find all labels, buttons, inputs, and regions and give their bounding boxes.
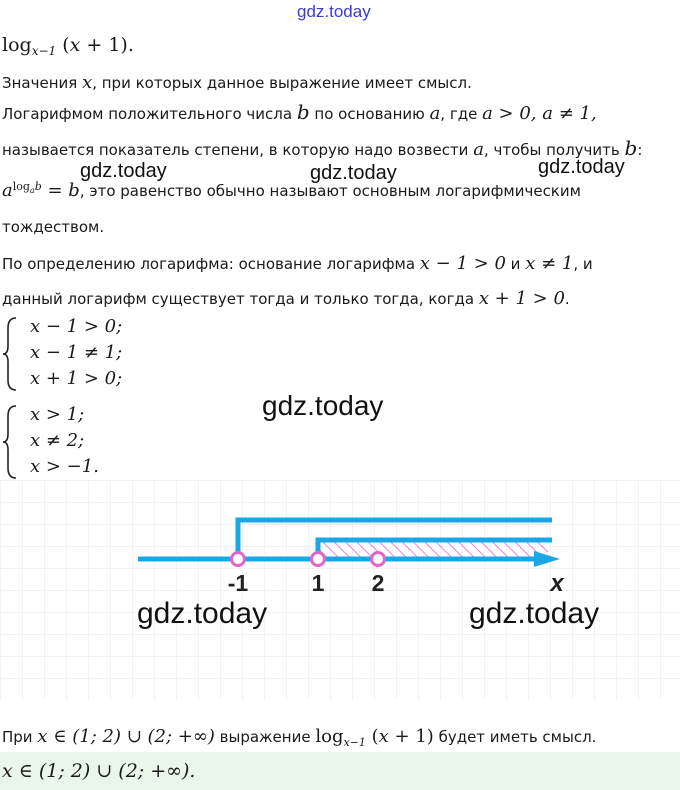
- definition-line-1: Логарифмом положительного числа b по основанию a, где a > 0, a ≠ 1,: [2, 100, 597, 124]
- answer-box: [0, 752, 680, 790]
- condition-line-1: По определению логарифма: основание логарифма x − 1 > 0 и x ≠ 1, и: [2, 253, 593, 274]
- label-minus1: -1: [227, 570, 249, 596]
- watermark-6: gdz.today: [469, 597, 600, 630]
- system-1-line-1: x − 1 > 0;: [30, 316, 123, 337]
- label-2: 2: [371, 570, 385, 596]
- system-1-line-2: x − 1 ≠ 1;: [30, 342, 123, 363]
- number-line-svg: [0, 480, 680, 700]
- point-minus1: [232, 553, 245, 566]
- answer-text: x ∈ (1; 2) ∪ (2; +∞).: [2, 760, 196, 782]
- intro-text: Значения x, при которых данное выражение имеет смысл.: [2, 72, 472, 93]
- watermark-3: gdz.today: [538, 156, 625, 178]
- system-2-line-1: x > 1;: [30, 404, 85, 425]
- system-2-line-3: x > −1.: [30, 456, 99, 477]
- watermark-1: gdz.today: [80, 160, 167, 182]
- condition-line-2: данный логарифм существует тогда и только тогда, когда x + 1 > 0.: [2, 288, 570, 309]
- task-expression: $\log_{x-1} (x + 1)$.: [2, 34, 134, 59]
- definition-line-2: называется показатель степени, в которую надо возвести a, чтобы получить b:: [2, 136, 643, 160]
- definition-line-3: $a^{log_ab} = b$, это равенство обычно называют основным логарифмическим: [2, 180, 581, 201]
- watermark-2: gdz.today: [310, 162, 397, 184]
- definition-line-4: тождеством.: [2, 218, 105, 236]
- watermark-5: gdz.today: [137, 597, 268, 630]
- number-line-figure: [0, 480, 680, 700]
- label-1: 1: [311, 570, 325, 596]
- system-1-line-3: x + 1 > 0;: [30, 368, 123, 389]
- grid-background: [0, 480, 680, 700]
- solution-hatch: [318, 540, 548, 559]
- brace-icon: [2, 316, 18, 392]
- system-2-line-2: x ≠ 2;: [30, 430, 85, 451]
- point-2: [372, 553, 385, 566]
- brace-icon: [2, 404, 18, 480]
- conclusion-text: При x ∈ (1; 2) ∪ (2; +∞) выражение $\log_{x-1} (x + 1)$ будет иметь смысл.: [2, 726, 597, 749]
- watermark-4: gdz.today: [262, 390, 384, 421]
- point-1: [312, 553, 325, 566]
- axis-label-x: x: [550, 570, 564, 597]
- watermark-top: gdz.today: [297, 2, 371, 21]
